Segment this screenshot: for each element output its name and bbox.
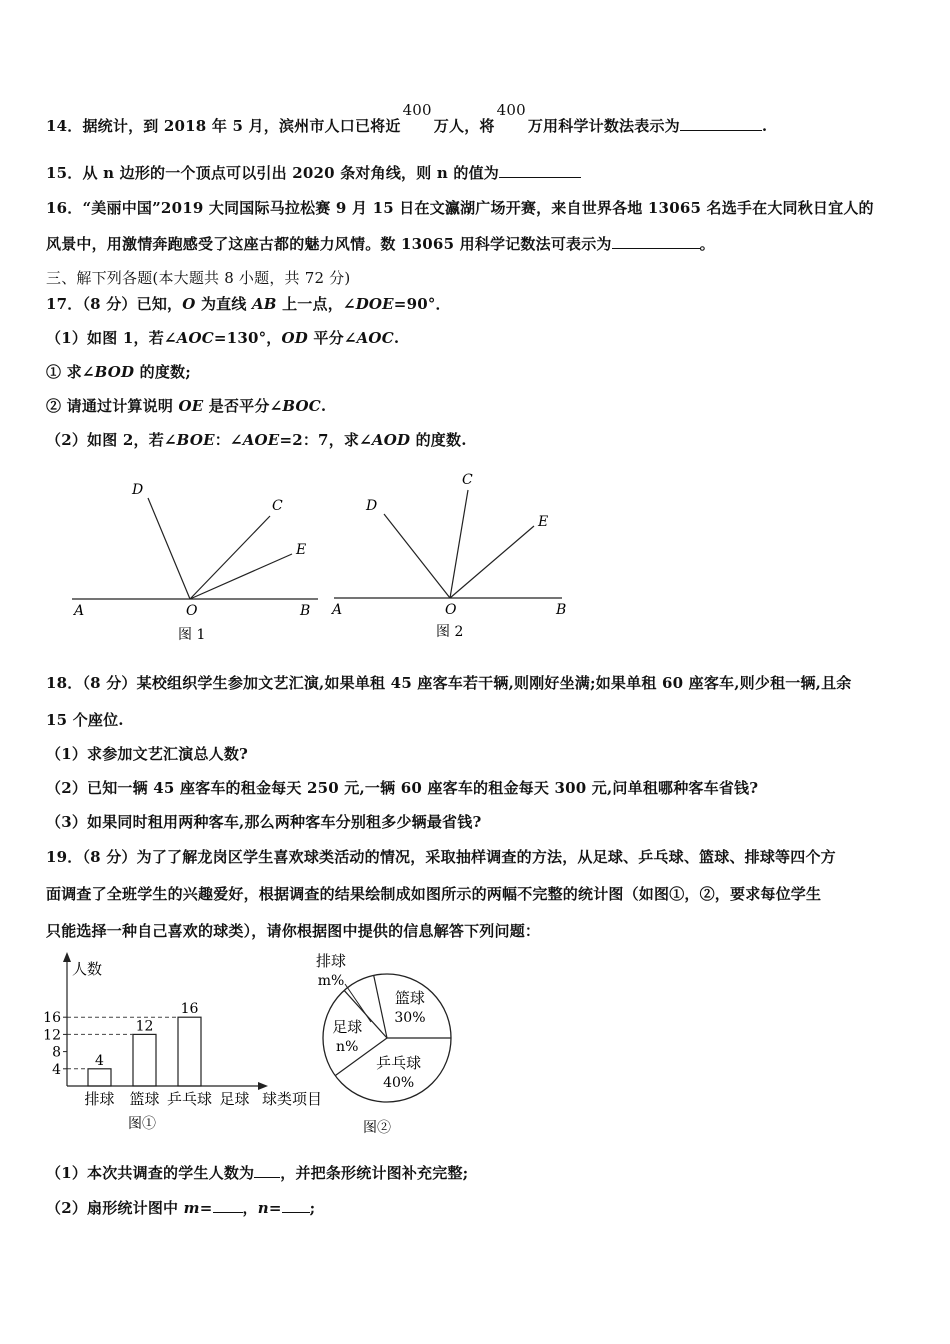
bar-chart-xlabel: 球类项目	[262, 1090, 323, 1108]
q19-p2-d: =	[268, 1199, 282, 1217]
question-19-part-2	[46, 1197, 315, 1218]
q15-text: 15．从 n 边形的一个顶点可以引出 2020 条对角线，则 n 的值为	[46, 164, 499, 182]
question-17-part-1	[46, 327, 399, 348]
q14-text-before: 14．据统计，到 2018 年 5 月，滨州市人口已将近	[46, 117, 401, 135]
q17-p1-b: =130°，	[213, 329, 282, 347]
q17-angle-aod: AOD	[371, 431, 411, 449]
fig1-ray-oc	[190, 516, 270, 599]
q14-text-after: 万用科学计数法表示为	[527, 117, 680, 135]
q19-m-blank[interactable]	[213, 1198, 243, 1213]
fig1-label-e: E	[296, 542, 307, 558]
question-19-line-1: 19．（8 分）为了了解龙岗区学生喜欢球类活动的情况，采取抽样调查的方法，从足球、乒乓球、篮球、排球等四个方	[46, 848, 836, 866]
question-17-sub-2	[46, 395, 326, 416]
q17-angle-aoe: AOE	[242, 431, 280, 449]
fig1-caption: 图 1	[178, 627, 206, 643]
q17-stem-a: 17．（8 分）已知，	[46, 295, 183, 313]
q17-stem-b: 为直线	[195, 295, 252, 313]
pie-chart-caption: 图②	[363, 1120, 391, 1136]
slice-value-排球: m%	[317, 973, 345, 989]
pie-chart	[305, 948, 475, 1142]
q17-ray-od: OD	[281, 329, 308, 347]
fig1-label-b: B	[300, 603, 311, 619]
slice-label-篮球: 篮球	[394, 989, 425, 1008]
question-16-line-2	[46, 233, 715, 254]
slice-value-足球: n%	[336, 1038, 359, 1055]
q17-angle-doe: DOE	[355, 295, 394, 313]
q14-number-1: 400	[402, 101, 432, 119]
q17-p1-d: .	[393, 329, 400, 347]
q17-p1-c: 平分∠	[308, 329, 357, 347]
q17-stem-c: 上一点，∠	[276, 295, 356, 313]
bar-value-label-篮球: 12	[135, 1018, 154, 1035]
q19-var-m: m	[183, 1199, 200, 1217]
q19-n-blank[interactable]	[282, 1198, 310, 1213]
bar-篮球	[133, 1034, 156, 1086]
q19-p2-e: ;	[309, 1199, 316, 1217]
q14-number-2: 400	[496, 101, 526, 119]
q16-text-2: 风景中，用激情奔跑感受了这座古都的魅力风情。数 13065 用科学记数法可表示为	[46, 235, 612, 253]
question-18-part-3: （3）如果同时租用两种客车,那么两种客车分别租多少辆最省钱?	[46, 813, 482, 831]
y-tick-label-12: 12	[43, 1027, 61, 1044]
q17-stem-d: =90°．	[393, 295, 451, 313]
question-19-line-2: 面调查了全班学生的兴趣爱好，根据调查的结果绘制成如图所示的两幅不完整的统计图（如图①，②，要求每位学生	[46, 885, 822, 903]
q17-s1-b: 的度数;	[134, 363, 191, 381]
question-17-stem	[46, 293, 451, 314]
figure-1	[60, 470, 330, 650]
fig1-ray-od	[148, 498, 190, 599]
bar-chart-caption: 图①	[128, 1116, 156, 1132]
q19-p1-a: （1）本次共调查的学生人数为	[46, 1164, 255, 1182]
q17-point-o: O	[182, 295, 196, 313]
category-label-篮球: 篮球	[129, 1090, 160, 1108]
q19-var-n: n	[257, 1199, 269, 1217]
q19-count-blank[interactable]	[254, 1163, 280, 1178]
y-tick-label-8: 8	[52, 1044, 61, 1061]
q17-angle-bod: BOD	[94, 363, 135, 381]
y-tick-label-4: 4	[52, 1061, 61, 1078]
q16-end: 。	[699, 235, 715, 253]
bar-chart	[40, 950, 340, 1140]
slice-label-足球: 足球	[332, 1017, 363, 1036]
fig2-label-e: E	[538, 514, 549, 530]
q17-angle-boc: BOC	[282, 397, 321, 415]
fig2-label-a: A	[332, 602, 343, 618]
question-18-line-2: 15 个座位.	[46, 711, 124, 729]
slice-value-篮球: 30%	[394, 1010, 426, 1027]
question-14	[46, 101, 768, 136]
fig2-label-d: D	[366, 498, 378, 514]
fig2-caption: 图 2	[436, 624, 464, 640]
fig2-ray-oe	[450, 526, 534, 598]
q16-answer-blank[interactable]	[612, 234, 700, 249]
q17-angle-boe: BOE	[176, 431, 215, 449]
fig1-label-d: D	[132, 482, 144, 498]
question-17-sub-1	[46, 361, 191, 382]
bar-value-label-排球: 4	[95, 1052, 104, 1069]
q17-p2-c: =2：7，求∠	[279, 431, 372, 449]
q15-answer-blank[interactable]	[499, 163, 581, 178]
q14-end: .	[761, 117, 768, 135]
fig1-label-c: C	[272, 498, 283, 514]
q17-ray-oe: OE	[178, 397, 204, 415]
q17-s2-a: ② 请通过计算说明	[46, 397, 179, 415]
q17-p2-d: 的度数.	[410, 431, 467, 449]
y-tick-label-16: 16	[43, 1010, 61, 1027]
question-17-part-2	[46, 429, 467, 450]
fig2-ray-oc	[450, 490, 468, 598]
q14-answer-blank[interactable]	[680, 116, 762, 131]
section-3-title: 三、解下列各题(本大题共 8 小题，共 72 分)	[46, 269, 351, 287]
q17-p2-a: （2）如图 2，若∠	[46, 431, 177, 449]
category-label-乒乓球: 乒乓球	[166, 1090, 213, 1108]
bar-chart-ylabel: 人数	[72, 960, 103, 978]
question-18-line-1: 18．（8 分）某校组织学生参加文艺汇演,如果单租 45 座客车若干辆,则刚好坐满;如果单租 60 座客车,则少租一辆,且余	[46, 674, 852, 692]
q19-p2-c: ，	[242, 1199, 258, 1217]
bar-value-label-乒乓球: 16	[180, 1001, 199, 1018]
q14-text-middle: 万人，将	[433, 117, 495, 135]
bar-排球	[88, 1069, 111, 1086]
slice-value-乒乓球: 40%	[383, 1074, 415, 1091]
question-19-part-1	[46, 1162, 468, 1183]
fig2-label-o: O	[445, 602, 457, 618]
fig1-ray-oe	[190, 554, 292, 599]
q19-p2-a: （2）扇形统计图中	[46, 1199, 184, 1217]
bar-乒乓球	[178, 1017, 201, 1086]
fig2-label-b: B	[556, 602, 567, 618]
bar-chart-y-arrow	[63, 952, 71, 962]
q17-s2-c: .	[320, 397, 327, 415]
slice-label-排球: 排球	[315, 952, 347, 970]
category-label-足球: 足球	[219, 1090, 250, 1108]
figure-2	[320, 462, 580, 647]
q19-p1-b: ，并把条形统计图补充完整;	[280, 1164, 469, 1182]
slice-label-乒乓球: 乒乓球	[376, 1053, 422, 1072]
question-18-part-2: （2）已知一辆 45 座客车的租金每天 250 元,一辆 60 座客车的租金每天 300 元,问单租哪种客车省钱?	[46, 779, 759, 797]
q17-angle-aoc: AOC	[176, 329, 214, 347]
question-18-part-1: （1）求参加文艺汇演总人数?	[46, 745, 249, 763]
category-label-排球: 排球	[84, 1090, 115, 1108]
fig1-label-a: A	[74, 603, 85, 619]
q17-line-ab: AB	[251, 295, 277, 313]
q17-s2-b: 是否平分∠	[203, 397, 283, 415]
q19-p2-b: =	[199, 1199, 213, 1217]
question-15	[46, 162, 581, 183]
q17-p2-b: ：∠	[214, 431, 243, 449]
question-16-line-1: 16．“美丽中国”2019 大同国际马拉松赛 9 月 15 日在文瀛湖广场开赛，来自世界各地 13065 名选手在大同秋日宜人的	[46, 199, 874, 217]
fig2-ray-od	[384, 514, 450, 598]
question-19-line-3: 只能选择一种自己喜欢的球类），请你根据图中提供的信息解答下列问题：	[46, 922, 541, 940]
fig1-label-o: O	[186, 603, 198, 619]
q17-s1-a: ① 求∠	[46, 363, 95, 381]
fig2-label-c: C	[462, 472, 473, 488]
bar-chart-x-arrow	[258, 1082, 268, 1090]
q17-p1-a: （1）如图 1，若∠	[46, 329, 177, 347]
q17-angle-aoc-2: AOC	[356, 329, 394, 347]
